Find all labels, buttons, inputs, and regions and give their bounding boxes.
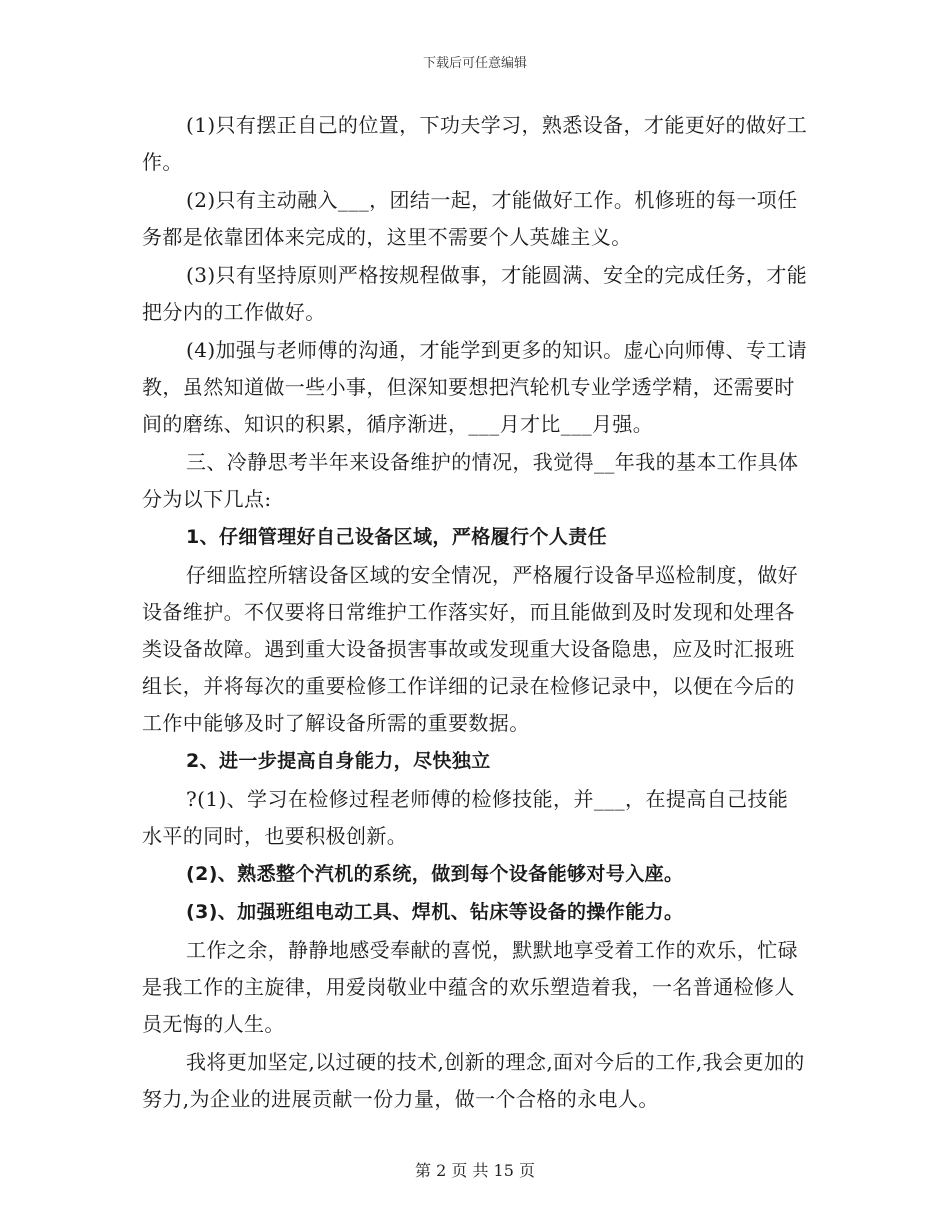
paragraph-section-3: 三、冷静思考半年来设备维护的情况，我觉得__年我的基本工作具体分为以下几点: [142,450,799,511]
paragraph-2: (2)只有主动融入___，团结一起，才能做好工作。机修班的每一项任务都是依靠团体来完成的，这里不需要个人英雄主义。 [142,188,798,249]
page-header: 下载后可任意编辑 [422,56,527,71]
paragraph-7: 工作之余，静静地感受奉献的喜悦，默默地享受着工作的欢乐，忙碌是我工作的主旋律，用爱岗敬业中蕴含的欢乐塑造着我，一名普通检修人员无悔的人生。 [142,938,798,1036]
paragraph-1: (1)只有摆正自己的位置，下功夫学习，熟悉设备，才能更好的做好工作。 [142,113,808,174]
page-footer: 第 2 页 共 15 页 [415,1161,535,1180]
bold-item-2: (2)、熟悉整个汽机的系统，做到每个设备能够对号入座。 [186,863,684,885]
heading-1: 1、仔细管理好自己设备区域，严格履行个人责任 [186,526,608,548]
document-body [142,107,808,1119]
paragraph-3: (3)只有坚持原则严格按规程做事，才能圆满、安全的完成任务，才能把分内的工作做好。 [142,263,808,324]
paragraph-4: (4)加强与老师傅的沟通，才能学到更多的知识。虚心向师傅、专工请教，虽然知道做一些小事，但深知要想把汽轮机专业学透学精，还需要时间的磨练、知识的积累，循序渐进，___月才比___月强。 [142,338,808,436]
paragraph-6: ?(1)、学习在检修过程老师傅的检修技能，并___，在提高自己技能水平的同时，也要积极创新。 [142,787,789,848]
paragraph-8: 我将更加坚定,以过硬的技术,创新的理念,面对今后的工作,我会更加的努力,为企业的进展贡献一份力量，做一个合格的永电人。 [142,1050,805,1111]
paragraph-5: 仔细监控所辖设备区域的安全情况，严格履行设备早巡检制度，做好设备维护。不仅要将日常维护工作落实好，而且能做到及时发现和处理各类设备故障。遇到重大设备损害事故或发现重大设备隐患，应及时汇报班组长，并将每次的重要检修工作详细的记录在检修记录中，以便在今后的工作中能够及时了解设备所需的重要数据。 [142,563,798,735]
bold-item-3: (3)、加强班组电动工具、焊机、钻床等设备的操作能力。 [186,901,684,923]
heading-2: 2、进一步提高自身能力，尽快独立 [186,750,491,772]
